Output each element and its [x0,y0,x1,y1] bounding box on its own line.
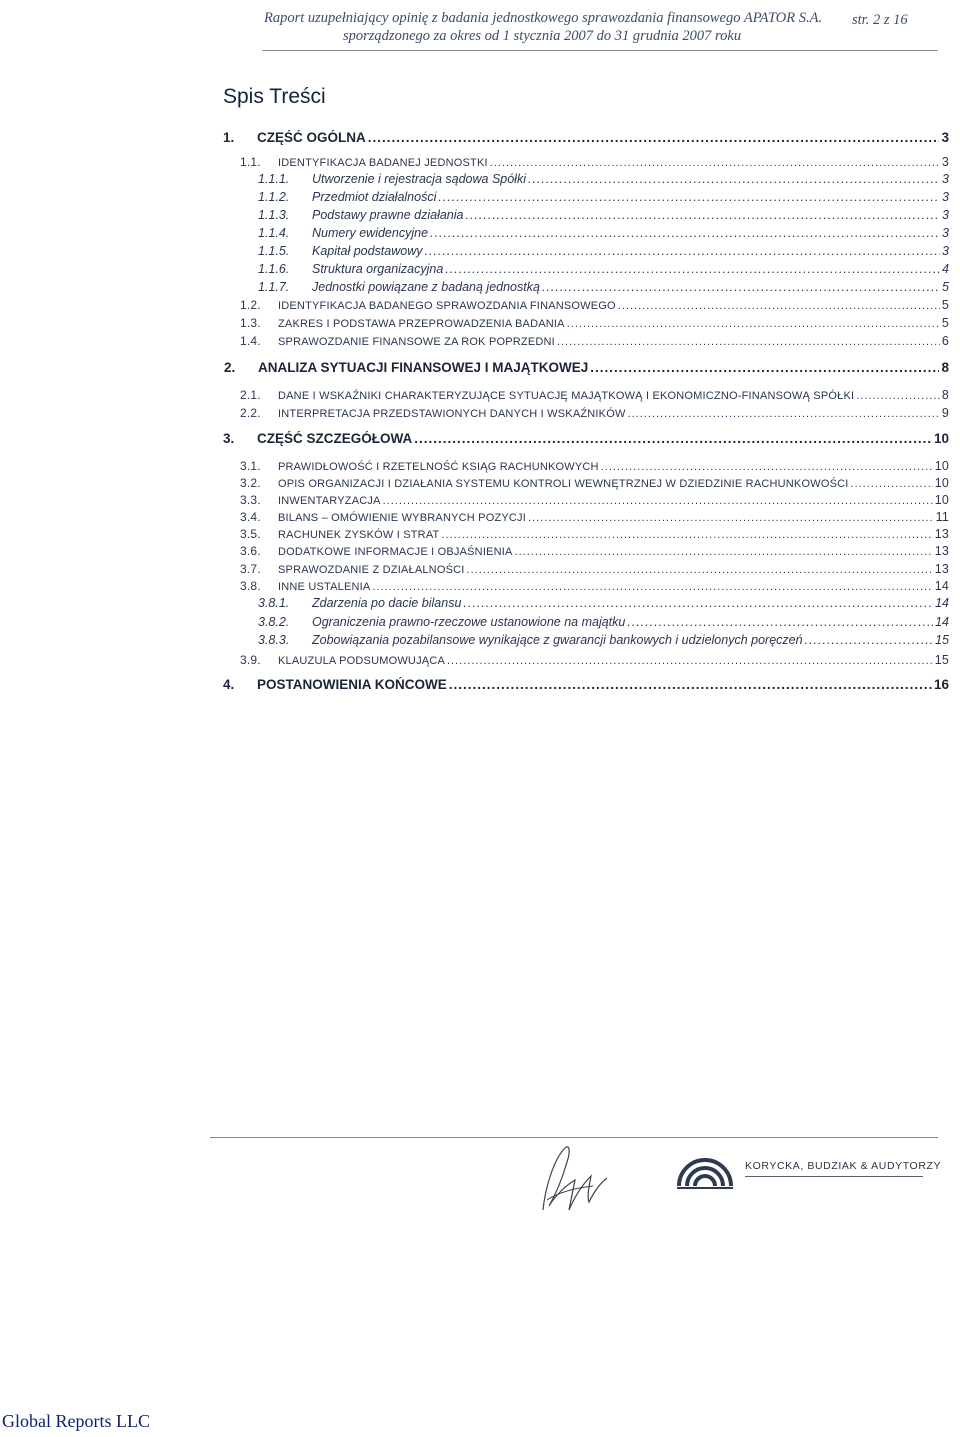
toc-entry-title: Kapitał podstawowy [312,244,423,258]
signature [535,1140,615,1220]
toc-entry[interactable] [258,208,949,222]
toc-entry-title: Podstawy prawne działania [312,208,464,222]
toc-entry-page: 5 [941,298,949,312]
toc-leader-dots [856,390,940,402]
page-number: str. 2 z 16 [852,12,908,28]
toc-entry[interactable] [240,388,949,402]
toc-entry[interactable] [258,226,949,240]
toc-entry[interactable] [240,579,949,593]
toc-entry[interactable] [258,615,949,629]
toc-entry-page: 15 [935,633,949,647]
toc-entry-number: 3.9. [240,653,261,667]
toc-leader-dots [383,495,933,507]
toc-entry-title: SPRAWOZDANIE Z DZIAŁALNOŚCI [278,564,465,576]
toc-entry[interactable] [258,244,949,258]
toc-leader-dots [430,226,940,240]
toc-entry-page: 14 [935,615,949,629]
toc-entry-number: 1. [223,130,235,145]
toc-entry-page: 3 [942,226,949,240]
toc-entry-page: 5 [942,280,949,294]
toc-entry-number: 3.8.3. [258,633,290,647]
report-period: sporządzonego za okres od 1 stycznia 2007 do 31 grudnia 2007 roku [343,28,742,44]
toc-entry-title: POSTANOWIENIA KOŃCOWE [257,677,447,692]
toc-leader-dots [449,677,932,692]
toc-entry-number: 3.8.1. [258,596,290,610]
toc-leader-dots [447,655,933,667]
toc-entry-number: 1.1. [240,155,261,169]
toc-leader-dots [557,336,940,348]
toc-entry-page: 10 [934,476,949,490]
toc-entry-page: 3 [941,130,949,145]
toc-entry-number: 3.8.2. [258,615,290,629]
toc-entry-page: 3 [942,208,949,222]
toc-entry-number: 1.1.1. [258,172,290,186]
toc-leader-dots [438,190,940,204]
toc-entry[interactable] [240,476,949,490]
toc-entry-page: 11 [935,510,949,524]
toc-leader-dots [590,360,939,375]
toc-entry-title: Jednostki powiązane z badaną jednostką [312,280,540,294]
toc-entry-number: 3.6. [240,544,261,558]
toc-entry-page: 6 [941,334,949,348]
toc-entry[interactable] [240,298,949,312]
toc-entry-page: 5 [941,316,949,330]
toc-entry-page: 3 [941,155,949,169]
toc-entry-number: 3.2. [240,476,261,490]
toc-leader-dots [618,300,940,312]
toc-entry-title: Zobowiązania pozabilansowe wynikające z gwarancji bankowych i udzielonych poręczeń [312,633,803,647]
toc-entry-number: 2. [224,360,236,375]
page-header [0,8,960,58]
toc-entry[interactable] [258,262,949,276]
toc-entry-number: 3.5. [240,527,261,541]
toc-leader-dots [368,130,940,145]
report-title: Raport uzupełniający opinię z badania jednostkowego sprawozdania finansowego APATOR S.A. [264,10,823,26]
toc-entry-title: CZĘŚĆ OGÓLNA [257,130,366,145]
toc-entry[interactable] [258,172,949,186]
toc-entry-page: 13 [934,544,949,558]
toc-leader-dots [463,596,933,610]
toc-entry[interactable] [258,596,949,610]
toc-entry[interactable] [240,406,949,420]
toc-entry[interactable] [240,493,949,507]
toc-entry[interactable] [240,459,949,473]
toc-entry-title: Ograniczenia prawno-rzeczowe ustanowione na majątku [312,615,626,629]
toc-entry-title: IDENTYFIKACJA BADANEGO SPRAWOZDANIA FINANSOWEGO [278,300,616,312]
toc-leader-dots [372,581,932,593]
firm-name: KORYCKA, BUDZIAK & AUDYTORZY [745,1160,942,1172]
toc-entry-page: 16 [933,677,949,692]
firm-underline [745,1176,923,1177]
toc-entry-title: INNE USTALENIA [278,581,371,593]
footer-divider [210,1137,938,1138]
toc-leader-dots [445,262,940,276]
toc-entry-title: Utworzenie i rejestracja sądowa Spółki [312,172,526,186]
toc-leader-dots [467,564,933,576]
toc-entry[interactable] [240,562,949,576]
toc-leader-dots [567,318,940,330]
toc-entry-title: OPIS ORGANIZACJI I DZIAŁANIA SYSTEMU KONTROLI WEWNĘTRZNEJ W DZIEDZINIE RACHUNKOWOŚCI [278,478,849,490]
toc-entry-title: DODATKOWE INFORMACJE I OBJAŚNIENIA [278,546,513,558]
toc-entry[interactable] [240,334,949,348]
toc-leader-dots [424,244,940,258]
toc-entry-number: 1.1.7. [258,280,290,294]
toc-entry[interactable] [240,527,949,541]
toc-leader-dots [515,546,933,558]
toc-entry-number: 3.7. [240,562,261,576]
toc-entry-page: 8 [941,360,949,375]
toc-entry-page: 3 [942,190,949,204]
toc-entry-title: INWENTARYZACJA [278,495,381,507]
toc-entry-title: Numery ewidencyjne [312,226,429,240]
toc-entry[interactable] [224,360,949,375]
toc-leader-dots [601,461,933,473]
toc-entry-number: 3.1. [240,459,261,473]
toc-entry-number: 1.1.5. [258,244,290,258]
toc-entry-page: 8 [941,388,949,402]
toc-entry-page: 9 [941,406,949,420]
toc-entry[interactable] [258,190,949,204]
toc-leader-dots [805,633,934,647]
toc-entry-title: Przedmiot działalności [312,190,437,204]
toc-entry-number: 2.1. [240,388,261,402]
toc-entry-title: KLAUZULA PODSUMOWUJĄCA [278,655,445,667]
toc-entry-page: 13 [934,527,949,541]
toc-entry-number: 3.3. [240,493,261,507]
toc-entry[interactable] [258,280,949,294]
toc-entry-number: 1.2. [240,298,261,312]
toc-entry-title: IDENTYFIKACJA BADANEJ JEDNOSTKI [278,157,488,169]
toc-leader-dots [528,512,934,524]
toc-entry-page: 4 [942,262,949,276]
toc-entry[interactable] [240,155,949,169]
toc-entry-number: 3.4. [240,510,261,524]
toc-entry-title: RACHUNEK ZYSKÓW I STRAT [278,529,440,541]
toc-leader-dots [465,208,940,222]
toc-entry-title: PRAWIDŁOWOŚĆ I RZETELNOŚĆ KSIĄG RACHUNKOWYCH [278,461,599,473]
header-divider [262,50,938,51]
toc-entry-title: BILANS – OMÓWIENIE WYBRANYCH POZYCJI [278,512,527,524]
toc-entry-number: 1.1.4. [258,226,290,240]
toc-entry-number: 4. [223,677,235,692]
toc-entry[interactable] [223,431,949,446]
toc-entry-number: 3.8. [240,579,261,593]
toc-entry-title: ZAKRES I PODSTAWA PRZEPROWADZENIA BADANIA [278,318,565,330]
toc-entry[interactable] [258,633,949,647]
toc-entry-page: 14 [934,579,949,593]
toc-entry-title: Struktura organizacyjna [312,262,444,276]
toc-entry[interactable] [240,653,949,667]
toc-entry-page: 14 [935,596,949,610]
toc-entry[interactable] [223,130,949,145]
toc-entry-page: 10 [934,459,949,473]
toc-entry-number: 2.2. [240,406,261,420]
toc-entry-number: 1.4. [240,334,261,348]
toc-leader-dots [628,408,940,420]
toc-leader-dots [414,431,932,446]
toc-entry-number: 1.3. [240,316,261,330]
toc-leader-dots [441,529,932,541]
toc-entry-title: SPRAWOZDANIE FINANSOWE ZA ROK POPRZEDNI [278,336,555,348]
toc-leader-dots [627,615,933,629]
toc-entry-title: CZĘŚĆ SZCZEGÓŁOWA [257,431,413,446]
toc-entry-number: 1.1.2. [258,190,290,204]
toc-entry-number: 3. [223,431,235,446]
toc-entry-page: 10 [934,493,949,507]
toc-entry-page: 3 [942,244,949,258]
toc-entry-number: 1.1.3. [258,208,290,222]
toc-entry-number: 1.1.6. [258,262,290,276]
firm-logo-icon [675,1150,735,1190]
toc-entry[interactable] [240,544,949,558]
bottom-credit: Global Reports LLC [2,1411,150,1431]
toc-leader-dots [542,280,940,294]
toc-entry-title: INTERPRETACJA PRZEDSTAWIONYCH DANYCH I WSKAŹNIKÓW [278,408,626,420]
toc-entry[interactable] [240,510,949,524]
toc-leader-dots [528,172,940,186]
toc-entry-page: 15 [934,653,949,667]
toc-title: Spis Treści [223,85,326,108]
toc-entry-page: 13 [934,562,949,576]
toc-entry-page: 10 [933,431,949,446]
toc-entry-title: DANE I WSKAŹNIKI CHARAKTERYZUJĄCE SYTUACJĘ MAJĄTKOWĄ I EKONOMICZNO-FINANSOWĄ SPÓŁKI [278,390,855,402]
toc-entry-title: ANALIZA SYTUACJI FINANSOWEJ I MAJĄTKOWEJ [258,360,589,375]
toc-entry-page: 3 [942,172,949,186]
toc-leader-dots [851,478,933,490]
toc-entry[interactable] [240,316,949,330]
toc-leader-dots [490,157,940,169]
toc-entry-title: Zdarzenia po dacie bilansu [312,596,462,610]
toc-entry[interactable] [223,677,949,692]
